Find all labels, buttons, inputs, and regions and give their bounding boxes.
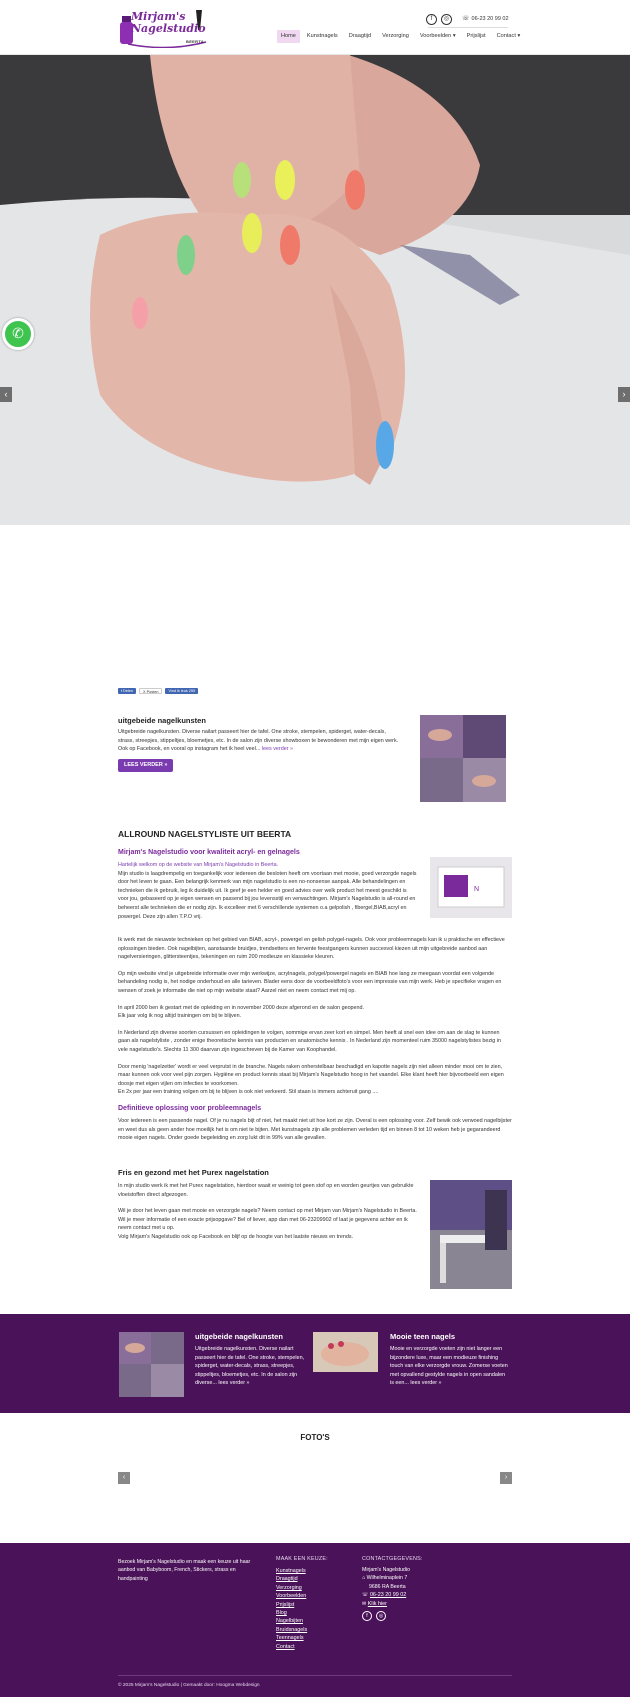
facebook-icon[interactable]: f bbox=[362, 1611, 372, 1621]
nav-voorbeelden[interactable]: Voorbeelden ▾ bbox=[419, 33, 456, 39]
share-buttons bbox=[118, 688, 198, 694]
footer-link-bruidsnagels[interactable]: Bruidsnagels bbox=[276, 1626, 308, 1633]
facebook-like-button[interactable]: Vind ik leuk 255 bbox=[165, 688, 198, 694]
footer-contact-title: CONTACTGEGEVENS: bbox=[362, 1556, 423, 1562]
footer-menu bbox=[276, 1567, 307, 1651]
footer-social bbox=[362, 1611, 472, 1621]
section2-body bbox=[118, 936, 512, 1097]
purex-text bbox=[118, 1182, 418, 1242]
header-phone[interactable] bbox=[462, 15, 509, 24]
contact-mail-row[interactable] bbox=[362, 1600, 472, 1608]
nav-verzorging[interactable]: Verzorging bbox=[382, 33, 409, 39]
gallery-prev-button[interactable]: ‹ bbox=[118, 1472, 130, 1484]
featured-b-title[interactable]: Mooie teen nagels bbox=[390, 1332, 456, 1341]
nav-prijslijst[interactable]: Prijslijst bbox=[466, 33, 486, 39]
location-icon: ⌂ bbox=[362, 1575, 367, 1582]
nav-home[interactable]: Home bbox=[277, 30, 300, 43]
footer-link-voorbeelden[interactable]: Voorbeelden bbox=[276, 1593, 307, 1600]
nail-box-image bbox=[430, 857, 512, 918]
footer-contact bbox=[362, 1566, 472, 1621]
copyright: © 2025 Mirjam's Nagelstudio | Gemaakt door: Hoogma Webdesign bbox=[118, 1683, 260, 1688]
footer-link-contact[interactable]: Contact bbox=[276, 1643, 295, 1650]
facebook-icon[interactable]: f bbox=[426, 14, 437, 25]
featured-a-text: Uitgebreide nagelkunsten. Diverse nailart passeert hier de tafel. One stroke, stempelen, spiderget, water-decals, strass, streepjes, stippeltjes, bloemetjes, etc. In de salon zijn diverse... lees verder » bbox=[195, 1346, 305, 1387]
nav-draagtijd[interactable]: Draagtijd bbox=[348, 33, 372, 39]
logo-text[interactable] bbox=[131, 11, 206, 35]
logo-line-1: Mirjam's bbox=[131, 10, 186, 23]
footer-link-draagtijd[interactable]: Draagtijd bbox=[276, 1576, 298, 1583]
featured-toenails-image[interactable] bbox=[313, 1332, 378, 1372]
footer-link-verzorging[interactable]: Verzorging bbox=[276, 1584, 302, 1591]
welcome-text: Hartelijk welkom op de website van Mirjam's Nagelstudio in Beerta. bbox=[118, 862, 279, 868]
problem-nails-text: Voor iedereen is een passende nagel. Of je nu nagels bijt of niet, het maakt niet uit hoe kort ze zijn. Overal is een oplossing voor. Zelf bewik ook verwoed nagelbijster en weet dus als geen ander hoe moeilijk het is om niet te bijten. Met kunstnagels zijn alle problemen verleden tijd en binnen 8 tot 10 weken heb je gegarandeerd mooie eigen nagels. Onder goede begeleiding en zorg lukt dit in 99% van alle gevallen. bbox=[118, 1118, 512, 1142]
section2-subheading: Mirjam's Nagelstudio voor kwaliteit acryl- en gelnagels bbox=[118, 849, 300, 856]
section1-title: uitgebeide nagelkunsten bbox=[118, 716, 206, 725]
header-top-bar bbox=[426, 13, 509, 25]
contact-name: Mirjam's Nagelstudio bbox=[362, 1567, 410, 1573]
footer-link-kunstnagels[interactable]: Kunstnagels bbox=[276, 1568, 306, 1574]
whatsapp-icon[interactable]: ✆ bbox=[2, 318, 34, 350]
main-nav bbox=[277, 30, 524, 43]
envelope-icon: ✉ bbox=[362, 1600, 368, 1607]
footer-link-nagelbijten[interactable]: Nagelbijten bbox=[276, 1618, 303, 1625]
contact-city: 9686 RA Beerta bbox=[369, 1583, 406, 1590]
footer-link-prijslijst[interactable]: Prijslijst bbox=[276, 1601, 295, 1608]
hero-next-button[interactable]: › bbox=[618, 387, 630, 402]
fotos-title: FOTO'S bbox=[300, 1433, 330, 1442]
x-post-button[interactable]: X Posten bbox=[139, 688, 162, 694]
gallery-next-button[interactable]: › bbox=[500, 1472, 512, 1484]
contact-street: Wilhelminaplein 7 bbox=[366, 1575, 408, 1582]
logo-subtitle: BEERTA bbox=[186, 39, 204, 44]
footer-link-teennagels[interactable]: Teennagels bbox=[276, 1635, 304, 1642]
purex-heading: Fris en gezond met het Purex nagelstation bbox=[118, 1168, 269, 1177]
section2-intro bbox=[118, 861, 418, 921]
info-text: Op mijn website vind je uitgebreide informatie over mijn werkwijze, acrylnagels, polygel/powergel nagels en BIAB hoe lang ze meegaan voordat een volgende behandeling nodig is, het nodige onderhoud en alle tarieven. Blader eens door de voorbeeldfoto's voor een impressie van mijn werk. Heb je specifieke vragen en wensen of zoek je informatie die niet op mijn website staat? Aarzel niet en neem contact met mij op. bbox=[118, 970, 502, 994]
hero-slider[interactable] bbox=[0, 55, 630, 525]
problem-nails-heading: Definitieve oplossing voor probleemnagels bbox=[118, 1105, 262, 1112]
salon-image bbox=[430, 1180, 512, 1289]
courses-text: In Nederland zijn diverse soorten cursussen en opleidingen te volgen, sommige ervan zeer kort en simpel. Men heeft al snel een idee om aan de slag te kunnen gaan als nagelstyliste , zonder enige theoretische kennis van producten en anatomische kennis . In Nederland zijn momenteel ruim 35000 nagelstylistes bezig in vele nagelstudio's. Slechts 11 300 daarvan zijn ingeschreven bij de Kamer van Koophandel. bbox=[118, 1029, 501, 1053]
featured-band bbox=[0, 1314, 630, 1413]
nailart-collage-image bbox=[420, 715, 506, 802]
featured-nailart-image[interactable] bbox=[119, 1332, 184, 1397]
featured-a-title[interactable]: uitgebeide nagelkunsten bbox=[195, 1332, 283, 1341]
hero-image bbox=[0, 55, 630, 525]
featured-b-text: Mooie en verzorgde voeten zijn niet langer een bijzondere luxe, maar een modieuze finishing touch van elke verzorgde vrouw. Zomerse voeten met opvallend gestylde nagels in open sandalen is een... lees verder » bbox=[390, 1346, 508, 1387]
studio-text: Mijn studio is laagdrempelig en toegankelijk voor iedereen die besloten heeft om voortaan met mooie, goed verzorgde nagels door het leven te gaan. Een belangrijk kenmerk van mijn nagelstudio is een no-nonsense aanpak. Alle behandelingen en technieken die ik gebruik, leg ik duidelijk uit. Ik geef je een helder en goed advies over welk product het meest geschikt is voor jou, gebaseerd op je eigen wensen en passend bij jou levensstijl en verwachtingen. Mirjam's Nagelstudio is all-round en beheerst alle technieken die er nodig zijn. Ik excelleer met 6 verschillende systemen o.a gelpolish , fibergel,BIAB,acryl en powergel. Deze zijn allen T.P.O vrij. bbox=[118, 870, 417, 920]
site-footer bbox=[0, 1543, 630, 1697]
contact-street-row bbox=[362, 1574, 472, 1582]
hero-prev-button[interactable]: ‹ bbox=[0, 387, 12, 402]
section1-body: Uitgebreide nagelkunsten. Diverse nailart passeert hier de tafel. One stroke, stempelen, spiderget, water-decals, strass, streepjes, stippeltjes, bloemetjes, etc. In de salon zijn diverse showboxen te bewonderen met mijn eigen werk. Ook op Facebook, en vooral op instagram het ik heel veel... bbox=[118, 729, 399, 753]
contact-phone[interactable]: 06-23 20 99 02 bbox=[369, 1592, 407, 1599]
purex-p2: Wil je door het leven gaan met mooie en verzorgde nagels? Neem contact op met Mirjam van Mirjam's Nagelstudio in Beerta. Wil je meer informatie of een exacte prijsopgave? Bel of liever, app dan met 06-23209902 of laat je gegevens achter en ik neem contact met u op. Volg Mirjam's Nagelstudio ook op Facebook en blijf op de hoogte van het laatste nieuws en trends. bbox=[118, 1208, 417, 1240]
section2-heading: ALLROUND NAGELSTYLISTE UIT BEERTA bbox=[118, 829, 292, 839]
phone-number: 06-23 20 99 02 bbox=[471, 15, 509, 22]
phone-icon: ☏ bbox=[462, 15, 470, 22]
footer-about: Bezoek Mirjam's Nagelstudio en maak een keuze uit haar aanbod van Babyboom, French, Stickers, strass en handpainting bbox=[118, 1559, 251, 1582]
section1-readmore-button[interactable]: LEES VERDER » bbox=[118, 759, 173, 772]
footer-link-blog[interactable]: Blog bbox=[276, 1610, 287, 1617]
techniques-text: Ik werk met de nieuwste technieken op het gebied van BIAB, acryl-, powergel en gelish polygel-nagels. Ook voor probleemnagels kan ik u praktische en effectieve oplossingen bieden. Ook nagelbijten, aanstaande bruidjes, trendsetters en fervente feestgangers kunnen succesvol kiezen uit mijn uitgebreide aanbod aan nagelversieringen, glittersteentjes, tekeningen en ruim 200 modieuze en klassieke kleuren. bbox=[118, 937, 505, 961]
instagram-icon[interactable]: ◎ bbox=[376, 1611, 386, 1621]
nav-kunstnagels[interactable]: Kunstnagels bbox=[306, 33, 338, 39]
section1-readmore-link[interactable]: lees verder » bbox=[261, 746, 294, 753]
divider bbox=[428, 27, 508, 28]
phone-icon: ☏ bbox=[362, 1592, 370, 1599]
svg-text:N: N bbox=[474, 886, 480, 893]
purex-p1: In mijn studio werk ik met het Purex nagelstation, hierdoor waait er weinig tot geen stof op en worden geurtjes van gebruikte vloeistoffen direct afgezogen. bbox=[118, 1183, 414, 1198]
facebook-share-button[interactable]: f Delen bbox=[118, 688, 136, 694]
footer-menu-title: MAAK EEN KEUZE: bbox=[276, 1556, 328, 1562]
site-header bbox=[0, 0, 630, 55]
contact-phone-row[interactable] bbox=[362, 1591, 472, 1599]
contact-link[interactable]: Klik hier bbox=[367, 1600, 387, 1607]
hygiene-text: Door menig 'nagelzetter' wordt er veel verprutst in de branche. Nagels raken onherstelbaar beschadigd en kapotte nagels zijn niet alleen minder mooi om te zien, maar kunnen ook voor veel pijn zorgen. Hygiëne en product kennis staat bij Mirjam's Nagelstudio hoog in het vaandel. Elke klant heeft hier bijvoorbeeld een eigen doosje met eigen vijlen om infecties te voorkomen. En 2x per jaar een training volgen om bij te blijven is ook niet verkeerd. Stil staan is immers achteruit gang .... bbox=[118, 1063, 504, 1096]
nav-contact[interactable]: Contact ▾ bbox=[496, 33, 521, 39]
footer-divider bbox=[118, 1675, 512, 1676]
instagram-icon[interactable]: ◎ bbox=[441, 14, 452, 25]
logo-line-2: Nagelstudio bbox=[131, 22, 206, 35]
section1-text bbox=[118, 728, 400, 754]
history-text: In april 2000 ben ik gestart met de opleiding en in november 2000 deze afgerond en de salon geopend. Elk jaar volg ik nog altijd trainingen om bij te blijven. bbox=[118, 1004, 365, 1020]
